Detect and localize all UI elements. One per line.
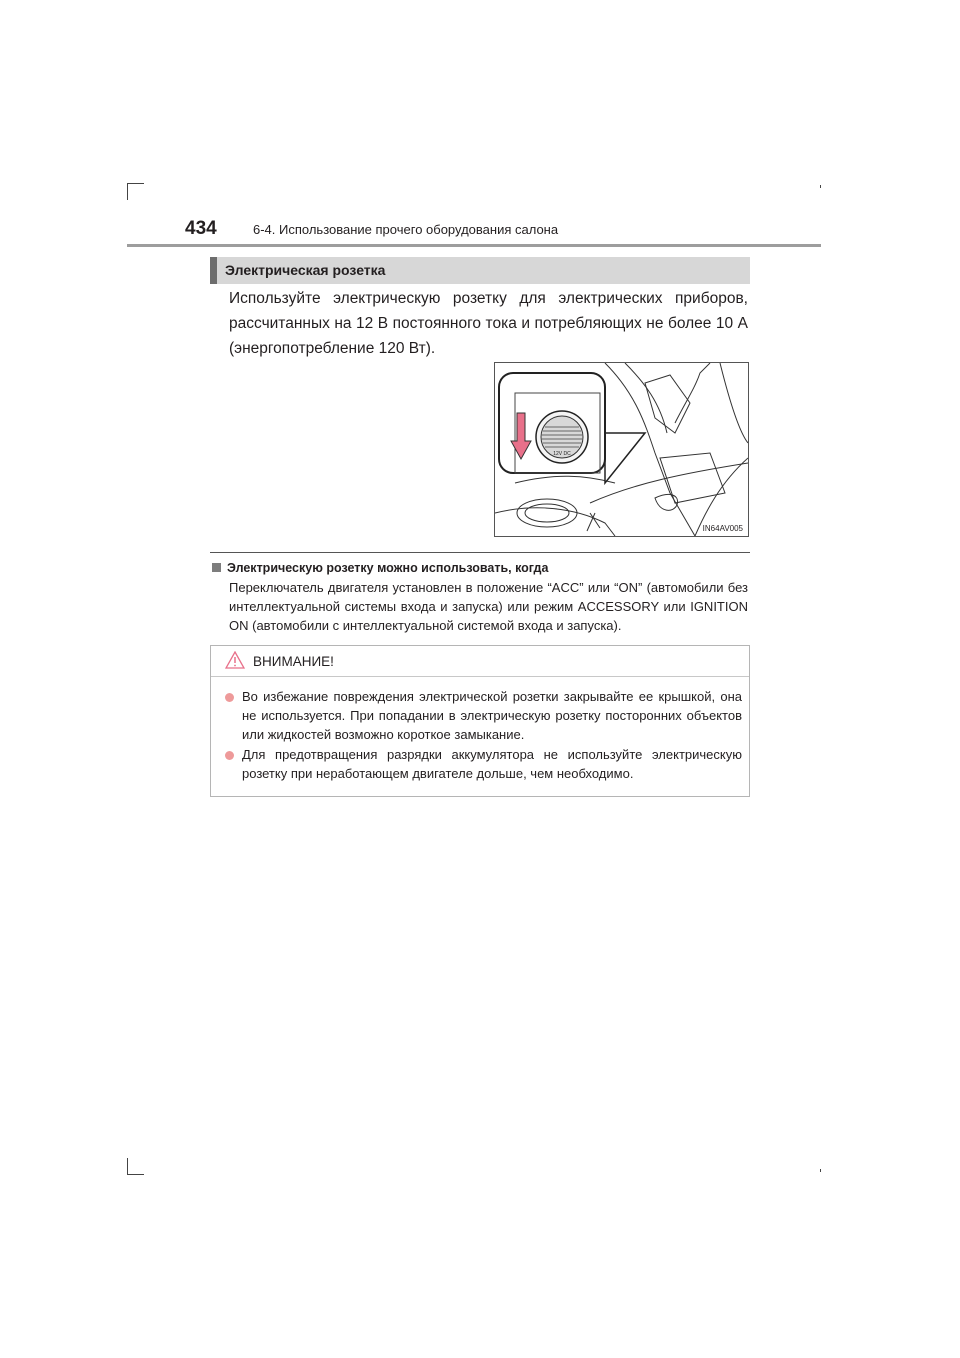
- socket-illustration: [494, 362, 749, 537]
- intro-paragraph: Используйте электрическую розетку для электрических приборов, рассчитанных на 12 В постоянного тока и потребляющих не более 10 А (энергопотребление 120 Вт).: [229, 290, 748, 357]
- warning-title: ВНИМАНИЕ!: [253, 654, 334, 669]
- note-body: Переключатель двигателя установлен в положение “ACC” или “ON” (автомобили без интеллектуальной системы входа и запуска) или режим ACCESSORY или IGNITION ON (автомобили с интеллектуальной системой входа и запуска).: [229, 580, 748, 633]
- section-path: 6-4. Использование прочего оборудования салона: [253, 222, 559, 237]
- crop-mark: [127, 1174, 144, 1175]
- section-accent: [210, 257, 217, 284]
- crop-mark: [820, 185, 821, 188]
- crop-mark: [127, 183, 128, 200]
- bullet-icon: [225, 751, 234, 760]
- socket-label: 12V DC: [553, 451, 571, 457]
- warning-triangle-icon: [225, 651, 245, 669]
- figure-code: IN64AV005: [702, 524, 743, 533]
- console-drawing: [495, 363, 748, 536]
- square-bullet-icon: [212, 563, 221, 572]
- warning-header: [211, 646, 749, 677]
- crop-mark: [820, 1169, 821, 1172]
- header-rule: [127, 244, 821, 247]
- divider: [210, 552, 750, 553]
- bullet-icon: [225, 693, 234, 702]
- warning-box: [210, 645, 750, 797]
- socket-cap-icon: [536, 411, 588, 463]
- crop-mark: [127, 1158, 128, 1175]
- warning-item: Для предотвращения разрядки аккумулятора не используйте электрическую розетку при неработающем двигателе дольше, чем необходимо.: [242, 747, 742, 781]
- warning-item: Во избежание повреждения электрической розетки закрывайте ее крышкой, она не используется. При попадании в электрическую розетку посторонних объектов или жидкостей возможно короткое замыкание.: [242, 689, 742, 742]
- page-number: 434: [185, 218, 217, 239]
- section-title-bar: [210, 257, 750, 284]
- note-heading-text: Электрическую розетку можно использовать, когда: [227, 561, 549, 575]
- section-title: Электрическая розетка: [225, 262, 386, 278]
- crop-mark: [127, 183, 144, 184]
- note-heading: [212, 561, 548, 575]
